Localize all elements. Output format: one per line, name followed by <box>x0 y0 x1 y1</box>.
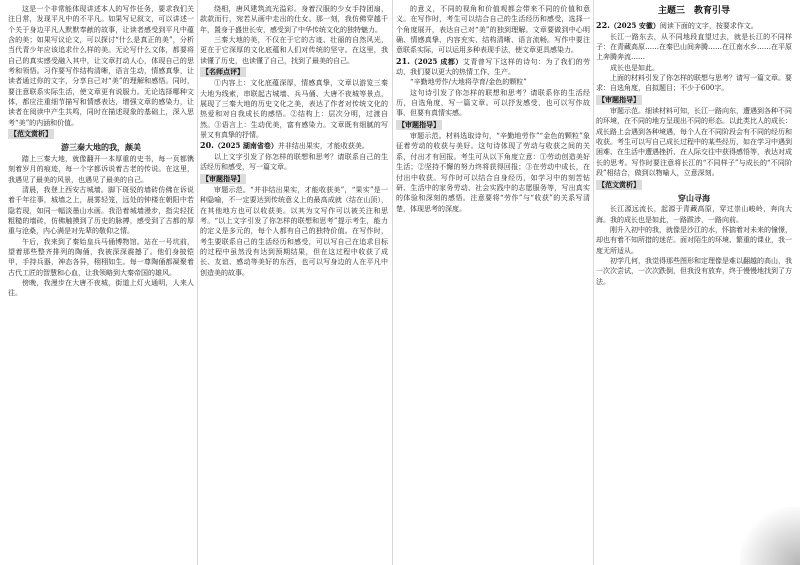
section-tag-line <box>596 179 792 191</box>
paragraph: 审题示范。“并非结出果实，才能收获美”，“果实”是一种隐喻，不一定要达到传统意义上的最高成就（结在山顶），在其他地方也可以收获美。以其为文写作可以被关注和思考。“以上文字引发了你怎样的联想和思考”提示考生，能力的定义是多元的，每个人都有自己的独特价值。在写作时，考生要联系自己的生活经历和感受，可以写自己在追求目标的过程中虽然没有达到预期结果，但在这过程中收获了成长、友谊、感动等美好的东西，也可以写身边的人在平凡中创造美的故事。 <box>200 185 388 277</box>
text-column-1 <box>8 4 194 561</box>
question-source: （2025 湖南省卷） <box>213 141 278 151</box>
section-tag-line <box>200 173 388 185</box>
paragraph: 审题示范。细读材料可知，长江一路向东，遭遇到各种不同的环境，在不同的地方呈现出不同的形态。以此类比人的成长：成长路上会遇到各种境遇，每个人在不同阶段会有不同的经历和收获。考生可以写自己成长过程中的某些经历，如在学习中遇到困难、在生活中遭遇挫折、在人际交往中获得感悟等，表达对成长的思考。写作时要注意将长江的“不同样子”与成长的“不同阶段”相结合，做到以物喻人，立意深刻。 <box>596 107 792 178</box>
section-tag: 【审题指导】 <box>398 119 440 129</box>
section-tag-line <box>8 128 194 140</box>
paragraph: 踏上三秦大地，就像翻开一本厚重的史书，每一页都镌刻着岁月的痕迹，每一个字都诉说着古老的传说。在这里，我遇见了最美的风景，也遇见了最美的自己。 <box>8 154 194 184</box>
question <box>200 140 388 151</box>
text-column-3 <box>396 4 590 561</box>
question-source: （2025 安徽） <box>609 21 660 31</box>
question-number: 20. <box>200 140 214 151</box>
essay-title: 穿山寻海 <box>678 192 710 203</box>
section-tag: 【审题指导】 <box>202 173 244 183</box>
essay-title: 游三秦大地的我，颇美 <box>61 142 141 153</box>
section-tag: 【范文赏析】 <box>10 129 52 139</box>
column-divider <box>197 0 198 565</box>
question-text: 艾青曾写下这样的诗句：为了我们的劳动，我们要以更大的热情工作，生产。 <box>396 57 590 77</box>
paragraph: 成长也是如此。 <box>610 63 659 72</box>
question-text: 并非结出果实，才能收获美。 <box>277 142 369 151</box>
section-tag-line <box>596 94 792 106</box>
section-tag-line <box>200 66 388 78</box>
column-divider <box>593 0 594 565</box>
paragraph: 三秦大地的美，不仅在于它的古迹、壮丽的自然风光，更在于它深厚的文化底蕴和人们对传统的坚守。在这里，我读懂了历史，也读懂了自己，找到了最美的自己。 <box>200 36 388 65</box>
paragraph: 午后，我来到了秦始皇兵马俑博物馆。站在一号坑前，望着那些整齐排列的陶俑，我被深深震撼了。他们身披铠甲，手持兵器，神态各异，栩栩如生。每一尊陶俑都凝聚着古代工匠的智慧和心血，让我领略到大秦帝国的雄风。 <box>8 237 194 277</box>
text-column-4 <box>596 4 792 561</box>
paragraph: 上面的材料引发了你怎样的联想与思考？请写一篇文章。要求：自选角度，自拟题目；不少于600字。 <box>596 74 792 93</box>
section-tag: 【名师点评】 <box>202 67 244 77</box>
paragraph: 傍晚，我漫步在大唐不夜城，街道上灯火通明，人来人往。 <box>8 278 194 298</box>
section-tag-line <box>396 119 590 131</box>
question <box>396 56 590 78</box>
question-text: 阅读下面的文字，按要求作文。 <box>659 22 758 31</box>
section-tag: 【审题指导】 <box>598 94 640 104</box>
paragraph: 长江一路东去，从不同地段直望过去，就是长江的不同样子：在青藏高原……在秦巴山间奔腾……在江南水乡……在平原上奔腾奔流…… <box>596 32 792 62</box>
column-divider <box>392 0 393 565</box>
paragraph: 以上文字引发了你怎样的联想和思考？请联系自己的生活经历和感受，写一篇文章。 <box>200 152 388 172</box>
paragraph: 的意义，不同的视角和价值观都会带来不同的价值和意义。在写作时，考生可以结合自己的生活经历和感受，选择一个角度展开，表达自己对“美”的独到理解。文章要做到中心明确、情感真挚、内容充实、结构清晰、语言流畅。写作中要注意联系实际，可以运用多种表现手法，使文章更具感染力。 <box>396 5 590 55</box>
paragraph: 审题示范。材料选取诗句，“辛勤地劳作”“金色的颗粒”象征着劳动的收获与美好。这句诗体现了劳动与收获之间的关系，付出才有回报。考生可从以下角度立意：①劳动创造美好生活；②坚持不懈的努力终将获得回报；③在劳动中成长，在付出中收获。写作时可以结合自身经历，如学习中的刻苦钻研、生活中的家务劳动、社会实践中的志愿服务等，写出真实的体验和深刻的感悟。注意要将“劳作”与“收获”的关系写清楚，体现思考的深度。 <box>396 132 590 213</box>
theme-heading: 主题三 教育引导 <box>657 6 730 16</box>
paragraph: 初学几何，我觉得那些图形和定理像是难以翻越的高山，我一次次尝试，一次次跌倒，但我没有放弃，终于慢慢地找到了方法。 <box>596 256 792 286</box>
paragraph: “辛勤地劳作/大地将孕育/金色的颗粒” <box>410 78 527 87</box>
question-number: 21. <box>396 55 410 66</box>
section-tag: 【范文赏析】 <box>598 179 640 189</box>
question-source: （2025 成都） <box>409 56 463 66</box>
paragraph: 绕相，唐风建筑流光溢彩。身着汉服的少女手持团扇，款款而行，宛若从画中走出的仕女。那一刻，我仿佛穿越千年，置身于盛世长安，感受到了中华传统文化的独特魅力。 <box>200 5 388 34</box>
question <box>596 20 792 31</box>
paragraph: 长江源远流长，起源于青藏高原，穿过崇山峻岭，奔向大海。我的成长也是如此，一路跋涉，一路向前。 <box>596 205 792 224</box>
paragraph: ①内容上：文化底蕴深厚，情感真挚，文章以游览三秦大地为线索，串联起古城墙、兵马俑、大唐不夜城等景点，展现了三秦大地的历史文化之美，表达了作者对传统文化的热爱和对自我成长的感悟。②结构上：层次分明，过渡自然。③语言上：生动优美，富有感染力。文章既有细腻的写景又有真挚的抒情。 <box>200 79 388 140</box>
paragraph: 刚升入初中的我，就像是沙江的水，怀揣着对未来的憧憬，却也有着不知所措的迷茫。面对陌生的环境、繁重的课业，我一度无所适从。 <box>596 225 792 255</box>
paragraph: 这句诗引发了你怎样的联想和思考？请联系你的生活经历，自选角度，写一篇文章。可以抒发感受，也可以写作故事，但要有真情实感。 <box>396 88 590 118</box>
text-column-2 <box>200 4 388 561</box>
paragraph: 这是一个非常能体现讲述本人的写作任务，要求我们关注日常，发现平凡中的不平凡。如果写记叙文，可以讲述一个关于身边平凡人默默奉献的故事，让读者感受到平凡中蕴含的美；如果写议论文，可以探讨“什么是真正的美”，分析当代青少年应该追求什么样的美。无论写什么文体，都要将自己的真实感受融入其中，让文章打动人心，体现自己的思考和领悟。习作要写作结构清晰，语言生动，情感真挚，让读者通过你的文字，分享自己对“美”的理解和感悟。同时，要注意联系实际生活，使文章更有说服力。无论选择哪种文体，都应注重细节描写和情感表达，增强文章的感染力，让读者在阅读中产生共鸣，同时在描述现象的基础上，深入思考“美”的内涵和价值。 <box>8 5 194 127</box>
paragraph: 清晨，我登上西安古城墙。脚下斑驳的墙砖仿佛在诉说着千年往事，城墙之上，晨雾轻笼，远处的钟楼在朝阳中若隐若现，如同一幅淡墨山水画。我沿着城墙漫步，指尖轻抚粗糙的墙砖，仿佛触摸到了历史的脉搏，感受到了古都的厚重与沧桑，内心满是对先辈的敬仰之情。 <box>8 185 194 236</box>
question-number: 22. <box>596 20 610 31</box>
